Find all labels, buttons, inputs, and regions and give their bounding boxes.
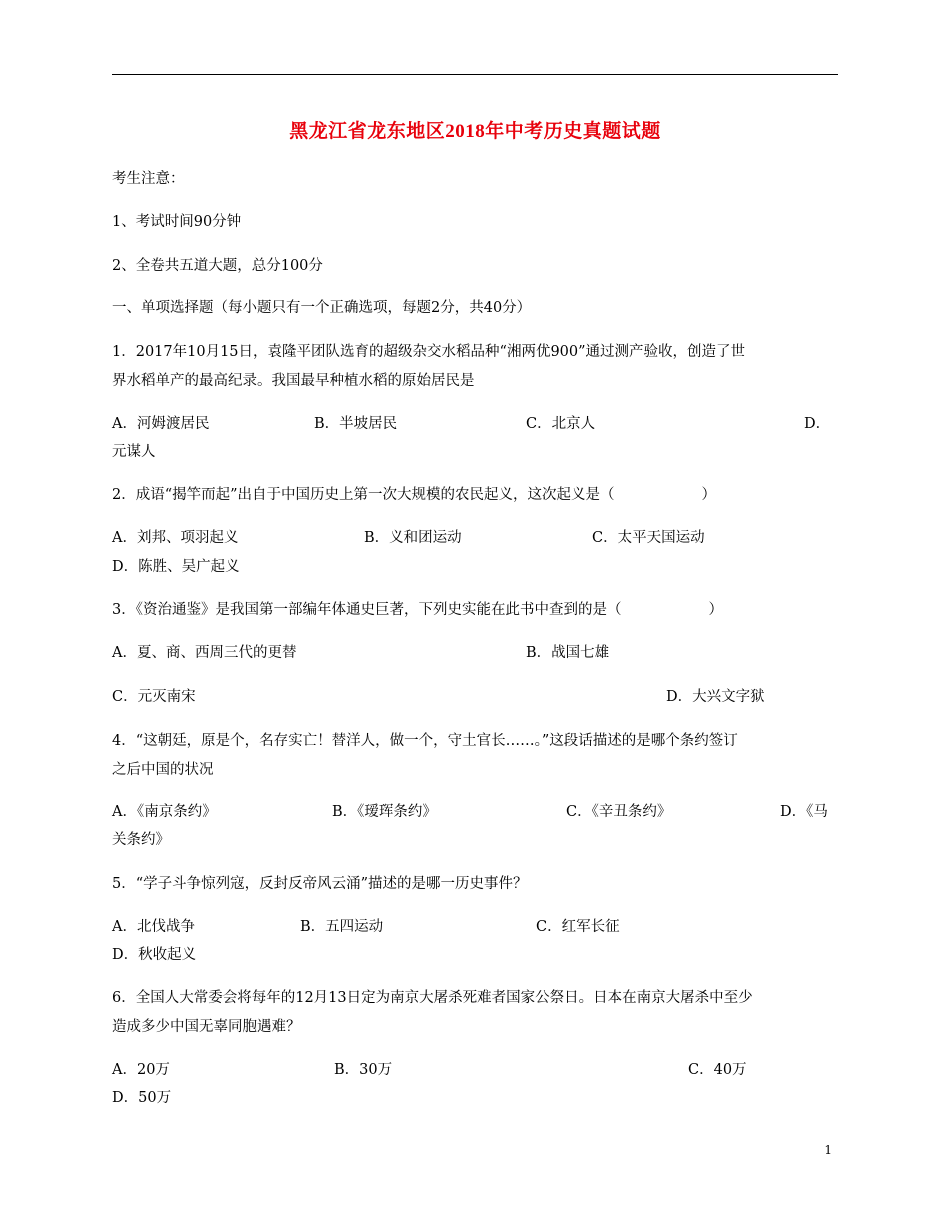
question-text: 3．《资治通鉴》是我国第一部编年体通史巨著，下列史实能在此书中查到的是（ ）: [112, 602, 723, 618]
option-b: B．战国七雄: [526, 645, 610, 661]
option-d: D．: [804, 416, 831, 432]
option-c: C．40万: [688, 1062, 747, 1078]
option-d: D．50万: [112, 1090, 172, 1106]
question-text: 之后中国的状况: [112, 762, 214, 778]
option-a: A．夏、商、西周三代的更替: [112, 645, 297, 661]
question-text: 界水稻单产的最高纪录。我国最早种植水稻的原始居民是: [112, 373, 475, 389]
option-c: C．北京人: [526, 416, 596, 432]
option-d-wrap: 关条约》: [112, 832, 170, 848]
option-a: A．河姆渡居民: [112, 416, 210, 432]
page-title: 黑龙江省龙东地区2018年中考历史真题试题: [289, 121, 661, 142]
notice-item: 1、考试时间90分钟: [112, 214, 242, 230]
option-c: C．《辛丑条约》: [566, 804, 672, 820]
question-text: 造成多少中国无辜同胞遇难？: [112, 1019, 301, 1035]
question-text: 5．“学子斗争惊列寇，反封反帝风云涌”描述的是哪一历史事件？: [112, 876, 528, 892]
option-d: D．大兴文字狱: [666, 689, 765, 705]
question-text: 4．“这朝廷，原是个，名存实亡！替洋人，做一个，守土官长……。”这段话描述的是哪个条约签订: [112, 733, 738, 749]
question-text: 1．2017年10月15日，袁隆平团队选育的超级杂交水稻品种“湘两优900”通过测产验收，创造了世: [112, 344, 746, 360]
option-d: D．陈胜、吴广起义: [112, 559, 240, 575]
header-rule: [112, 74, 838, 75]
question-text: 2．成语“揭竿而起”出自于中国历史上第一次大规模的农民起义，这次起义是（ ）: [112, 487, 717, 503]
option-a: A．20万: [112, 1062, 170, 1078]
section-heading: 一、单项选择题（每小题只有一个正确选项，每题2分，共40分）: [112, 300, 532, 316]
notice-heading: 考生注意：: [112, 171, 185, 187]
option-a: A．《南京条约》: [112, 804, 217, 820]
page-number: 1: [824, 1143, 832, 1157]
option-d: D．《马: [780, 804, 828, 820]
option-c: C．元灭南宋: [112, 689, 196, 705]
option-c: C．太平天国运动: [592, 530, 705, 546]
option-d-wrap: 元谋人: [112, 444, 156, 460]
option-c: C．红军长征: [536, 919, 620, 935]
option-a: A．北伐战争: [112, 919, 195, 935]
option-b: B．半坡居民: [314, 416, 398, 432]
question-text: 6．全国人大常委会将每年的12月13日定为南京大屠杀死难者国家公祭日。日本在南京大屠杀中至少: [112, 990, 753, 1006]
option-b: B．30万: [334, 1062, 393, 1078]
option-b: B．《瑷珲条约》: [332, 804, 437, 820]
option-d: D．秋收起义: [112, 947, 197, 963]
notice-item: 2、全卷共五道大题，总分100分: [112, 258, 323, 274]
option-a: A．刘邦、项羽起义: [112, 530, 239, 546]
option-b: B．五四运动: [300, 919, 384, 935]
option-b: B．义和团运动: [364, 530, 462, 546]
